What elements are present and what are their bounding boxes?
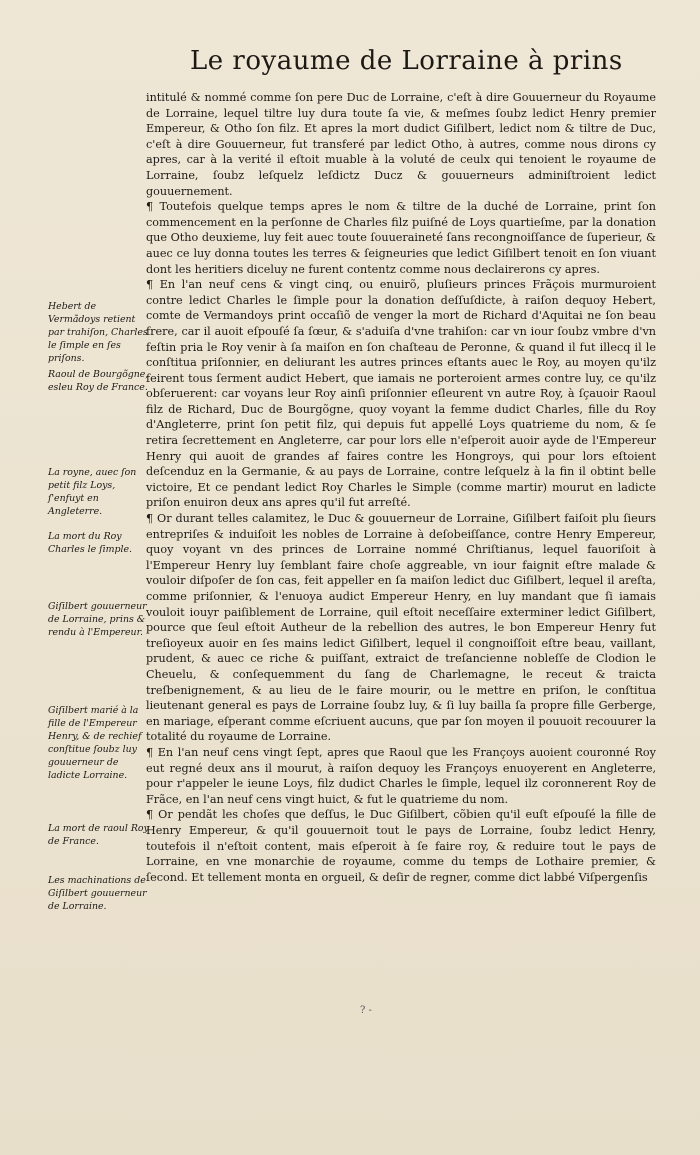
paragraph: intitulé & nommé comme ſon pere Duc de Lorraine, c'eſt à dire Gouuerneur du Royaume de Lorraine, lequel tiltre luy dura toute ſa vie, & meſmes ſoubz ledict Henry premier Empereur, & Otho ſon filz. Et apres la mort dudict Giſilbert, ledict nom & tiltre de Duc, c'eſt à dire Gouuerneur, fut transferé par ledict Otho, à autres, comme nous dirons cy apres, car à la verité il eſtoit muable à la voluté de ceulx qui tenoient le royaume de Lorraine, ſoubz leſquelz leſdictz Ducz & gouuerneurs adminiſtroient ledict gouuernement.: [146, 91, 656, 198]
body-text: [146, 90, 656, 885]
paragraph: ¶ Or durant telles calamitez, le Duc & gouuerneur de Lorraine, Giſilbert faiſoit plu ſieurs entrepriſes & induiſoit les nobles de Lorraine à deſobeiſſance, contre Henry Empereur, quoy voyant vn des princes de Lorraine nommé Chriſtianus, lequel fauoriſoit à l'Empereur Henry luy ſemblant faire choſe aggreable, vn iour faignit eſtre malade & vouloir diſpoſer de ſon cas, feit appeller en ſa maiſon ledict duc Giſilbert, lequel il areſta, comme priſonnier, & l'enuoya audict Empereur Henry, en luy mandant que ſi iamais vouloit iouyr paiſiblement de Lorraine, quil eſtoit neceſſaire exterminer ledict Giſilbert, pource que ſeul eſtoit Autheur de la rebellion des autres, le bon Empereur Henry fut treſioyeux auoir en ſes mains ledict Giſilbert, lequel il congnoiſſoit eſtre beau, vaillant, prudent, & auec ce riche & puiſſant, extraict de treſancienne nobleſſe de Clodion le Cheuelu, & conſequemment du ſang de Charlemagne, le receut & traicta treſbenignement, & au lieu de le faire mourir, ou le mettre en priſon, le conſtitua lieutenant general es pays de Lorraine ſoubz luy, & ſi luy bailla ſa propre fille Gerberge, en mariage, eſperant comme eſcriuent aucuns, que par ſon moyen il pouuoit recouurer la totalité du royaume de Lorraine.: [146, 512, 656, 744]
margin-note: Giſilbert gouuerneur de Lorraine, prins & rendu à l'Empereur.: [48, 601, 147, 638]
paragraph: ¶ Or pendãt les choſes que deſſus, le Duc Giſilbert, cõbien qu'il euſt eſpouſé la fille de Henry Empereur, & qu'il gouuernoit tout le pays de Lorraine, ſoubz ledict Henry, toutefois il n'eſtoit content, mais eſperoit à ſe faire roy, & reduire tout le pays de Lorraine, en vne monarchie de royaume, comme du temps de Lothaire premier, & ſecond. Et tellement monta en orgueil, & deſir de regner, comme dict labbé Viſpergenſis: [146, 808, 656, 884]
paragraph: ¶ En l'an neuf cens & vingt cinq, ou enuirõ, pluſieurs princes Frãçois murmuroient contre ledict Charles le ſimple pour la donation deſſuſdicte, à raiſon dequoy Hebert, comte de Vermandoys print occaſiõ de venger la mort de Richard d'Aquitai ne ſon beau frere, car il auoit eſpouſé ſa ſœur, & s'aduiſa d'vne trahiſon: car vn iour ſoubz vmbre d'vn feſtin pria le Roy venir à ſa maiſon en ſon chaſteau de Peronne, & quand il fut illecq il le conſtitua priſonnier, en deliurant les autres princes eſtants auec le Roy, au moyen qu'ilz feirent tous ſerment audict Hebert, que iamais ne porteroient armes contre luy, ce qu'ilz obſeruerent: car voyans leur Roy ainſi priſonnier eſleurent vn autre Roy, à ſçauoir Raoul filz de Richard, Duc de Bourgõgne, quoy voyant la femme dudict Charles, fille du Roy d'Angleterre, print ſon petit filz, qui depuis fut appellé Loys quatrieme du nom, & ſe retira ſecrettement en Angleterre, car pour lors elle n'eſperoit auoir ayde de l'Empereur Henry qui auoit de grandes af faires contre les Hongroys, qui pour lors eſtoient deſcenduz en la Germanie, & au pays de Lorraine, contre leſquelz à la fin il obtint belle victoire, Et ce pendant ledict Roy Charles le Simple (comme martir) mourut en ladicte priſon enuiron deux ans apres qu'il fut arreſté.: [146, 278, 656, 510]
footer-mark: ? -: [360, 1005, 372, 1016]
margin-note: Hebert de Vermãdoys retient par trahiſon, Charles le ſimple en ſes priſons.: [48, 301, 148, 364]
margin-note: La mort de raoul Roy de France.: [48, 823, 149, 847]
paragraph: ¶ En l'an neuf cens vingt ſept, apres que Raoul que les Françoys auoient couronné Roy eut regné deux ans il mourut, à raiſon dequoy les Françoys enuoyerent en Angleterre, pour r'appeler le ieune Loys, filz dudict Charles le ſimple, lequel ilz coronnerent Roy de Frãce, en l'an neuf cens vingt huict, & fut le quatrieme du nom.: [146, 745, 656, 806]
margin-note: Giſilbert marié à la fille de l'Empereur Henry, & de rechief conſtitue ſoubz luy gouuerneur de ladicte Lorraine.: [48, 705, 142, 781]
margin-note: Les machinations de Giſilbert gouuerneur de Lorraine.: [48, 875, 147, 912]
margin-note: La royne, auec ſon petit filz Loys, ſ'enfuyt en Angleterre.: [48, 467, 137, 517]
paragraph: ¶ Toutefois quelque temps apres le nom & tiltre de la duché de Lorraine, print ſon commencement en la perſonne de Charles filz puiſné de Loys quartieſme, par la donation que Otho deuxieme, luy feit auec toute ſouueraineté ſans recongnoiſſance de ſuperieur, & auec ce luy donna toutes les terres & ſeigneuries que ledict Giſilbert tenoit en ſon viuant dont les heritiers diceluy ne furent contentz comme nous declairerons cy apres.: [146, 200, 656, 276]
margin-note: Raoul de Bourgõgne, esleu Roy de France.: [48, 369, 149, 393]
page-title: Le royaume de Lorraine à prins: [190, 46, 623, 76]
margin-note: La mort du Roy Charles le ſimple.: [48, 531, 133, 555]
